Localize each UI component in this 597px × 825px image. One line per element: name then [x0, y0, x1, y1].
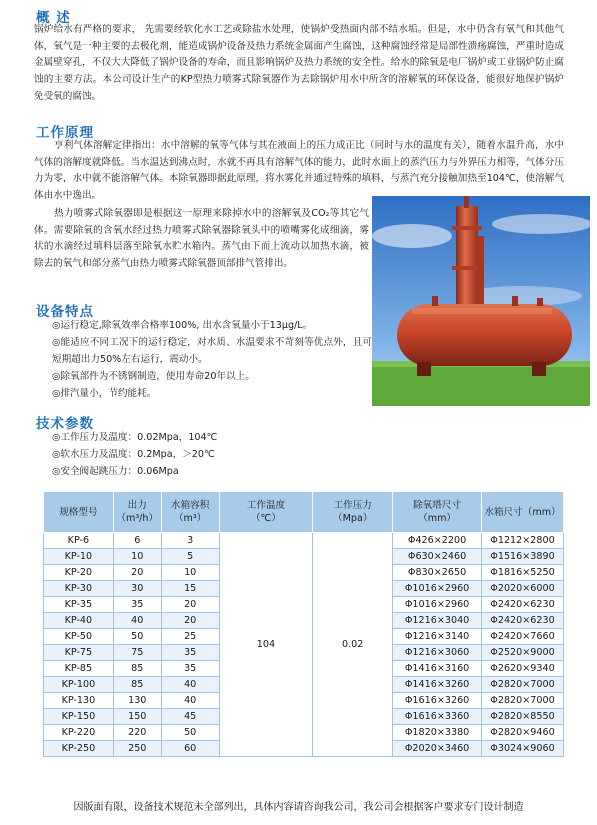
cell-tank-size: Φ1516×3890	[482, 549, 564, 565]
cell-model: KP-150	[44, 709, 114, 725]
cell-model: KP-85	[44, 661, 114, 677]
cell-capacity: 85	[113, 661, 161, 677]
header-model: 规格型号	[44, 492, 114, 533]
cell-tank-size: Φ2420×6230	[482, 613, 564, 629]
feature-item: ◎运行稳定,除氧效率合格率100%, 出水含氧量小于13μg/L。	[52, 320, 313, 331]
cell-model: KP-6	[44, 533, 114, 549]
header-temperature: 工作温度 （℃）	[219, 492, 313, 533]
cell-capacity: 30	[113, 581, 161, 597]
header-tower-size: 除氧塔尺寸 （mm）	[393, 492, 482, 533]
footer-note: 因版面有限，设备技术规范未全部列出，具体内容请咨询我公司，我公司会根据客户要求专门设计制造	[73, 802, 524, 813]
cell-capacity: 85	[113, 677, 161, 693]
cell-tank-volume: 3	[161, 533, 219, 549]
cell-model: KP-50	[44, 629, 114, 645]
cell-model: KP-30	[44, 581, 114, 597]
cell-capacity: 6	[113, 533, 161, 549]
feature-item: ◎除氧部件为不锈钢制造，使用寿命20年以上。	[52, 371, 255, 382]
cell-model: KP-10	[44, 549, 114, 565]
cell-model: KP-100	[44, 677, 114, 693]
header-pressure: 工作压力 （Mpa）	[313, 492, 393, 533]
cell-tank-volume: 20	[161, 613, 219, 629]
cell-tank-size: Φ2820×7000	[482, 693, 564, 709]
cell-capacity: 35	[113, 597, 161, 613]
cell-tank-size: Φ1816×5250	[482, 565, 564, 581]
cell-tower-size: Φ1216×3060	[393, 645, 482, 661]
cell-capacity: 130	[113, 693, 161, 709]
cell-temperature: 104	[219, 533, 313, 757]
principle-heading: 工作原理	[36, 125, 94, 141]
cell-tank-volume: 45	[161, 709, 219, 725]
params-heading: 技术参数	[36, 416, 94, 432]
cell-capacity: 250	[113, 741, 161, 757]
cell-tank-size: Φ2520×9000	[482, 645, 564, 661]
principle-paragraph-1: 亨利气体溶解定律指出：水中溶解的氧等气体与其在液面上的压力成正比（同时与水的温度有关），随着水温升高，水中气体的溶解度就降低。当水温达到沸点时，水就不再具有溶解气体的能力，此时水面上的蒸汽压力与外界压力相等，气体分压力为零，水中就不能溶解气体。本除氧器即据此原理，将水雾化并通过特殊的填料，与蒸汽充分接触加热至104℃，使溶解气体由水中逸出。	[34, 140, 564, 202]
spec-table	[43, 491, 564, 757]
cell-capacity: 40	[113, 613, 161, 629]
feature-item: ◎能适应不同工况下的运行稳定，对水质、水温要求不苛刻等优点外，且可短期超出力50%左右运行，震动小。	[52, 337, 372, 365]
cell-tank-volume: 10	[161, 565, 219, 581]
cell-tank-size: Φ2820×7000	[482, 677, 564, 693]
cell-tower-size: Φ1016×2960	[393, 597, 482, 613]
features-heading: 设备特点	[36, 304, 94, 320]
overview-heading: 概 述	[36, 10, 71, 26]
cell-tower-size: Φ1416×3160	[393, 661, 482, 677]
cell-model: KP-75	[44, 645, 114, 661]
cell-model: KP-35	[44, 597, 114, 613]
cell-tank-size: Φ2820×9460	[482, 725, 564, 741]
cell-model: KP-40	[44, 613, 114, 629]
cell-tank-volume: 60	[161, 741, 219, 757]
cell-tower-size: Φ630×2460	[393, 549, 482, 565]
cell-tower-size: Φ1216×3040	[393, 613, 482, 629]
cell-tank-volume: 50	[161, 725, 219, 741]
cell-capacity: 10	[113, 549, 161, 565]
cell-tower-size: Φ1216×3140	[393, 629, 482, 645]
cell-tower-size: Φ830×2650	[393, 565, 482, 581]
cell-tank-size: Φ2420×7660	[482, 629, 564, 645]
cell-tank-volume: 15	[161, 581, 219, 597]
header-capacity: 出力 （m³/h）	[113, 492, 161, 533]
cell-tower-size: Φ1616×3260	[393, 693, 482, 709]
cell-capacity: 20	[113, 565, 161, 581]
cell-tank-volume: 5	[161, 549, 219, 565]
cell-tower-size: Φ1416×3260	[393, 677, 482, 693]
cell-tank-volume: 40	[161, 693, 219, 709]
cell-tank-volume: 20	[161, 597, 219, 613]
cell-tank-size: Φ3024×9060	[482, 741, 564, 757]
header-tank-size: 水箱尺寸（mm）	[482, 492, 564, 533]
cell-tower-size: Φ2020×3460	[393, 741, 482, 757]
cell-tank-size: Φ2620×9340	[482, 661, 564, 677]
cell-tank-volume: 35	[161, 661, 219, 677]
header-tank-volume: 水箱容积 （m³）	[161, 492, 219, 533]
cell-tank-volume: 35	[161, 645, 219, 661]
cell-tower-size: Φ1016×2960	[393, 581, 482, 597]
cell-tank-volume: 40	[161, 677, 219, 693]
cell-model: KP-20	[44, 565, 114, 581]
feature-item: ◎排汽量小，节约能耗。	[52, 388, 157, 399]
cell-capacity: 150	[113, 709, 161, 725]
cell-capacity: 75	[113, 645, 161, 661]
deaerator-photo	[372, 196, 590, 406]
table-row	[44, 533, 564, 549]
cell-capacity: 50	[113, 629, 161, 645]
deaerator-illustration	[372, 196, 590, 406]
principle-paragraph-2: 热力喷雾式除氧器即是根据这一原理来除掉水中的溶解氧及CO₂等其它气体。需要除氧的含氧水经过热力喷雾式除氧器除氧头中的喷嘴雾化成细滴，雾状的水滴经过填料层落至除氧水贮水箱内。蒸气由下而上流动以加热水滴，被除去的氧气和部分蒸气由热力喷雾式除氧器顶部排气管排出。	[34, 208, 369, 270]
cell-tank-size: Φ2020×6000	[482, 581, 564, 597]
cell-tower-size: Φ1616×3360	[393, 709, 482, 725]
cell-model: KP-130	[44, 693, 114, 709]
cell-model: KP-250	[44, 741, 114, 757]
cell-capacity: 220	[113, 725, 161, 741]
param-item: ◎工作压力及温度：0.02Mpa，104℃	[52, 432, 218, 443]
cell-tank-size: Φ2820×8550	[482, 709, 564, 725]
cell-pressure: 0.02	[313, 533, 393, 757]
cell-tank-size: Φ1212×2800	[482, 533, 564, 549]
cell-tower-size: Φ1820×3380	[393, 725, 482, 741]
cell-model: KP-220	[44, 725, 114, 741]
spec-table-header	[44, 492, 564, 533]
cell-tank-volume: 25	[161, 629, 219, 645]
cell-tank-size: Φ2420×6230	[482, 597, 564, 613]
cell-tower-size: Φ426×2200	[393, 533, 482, 549]
param-item: ◎软水压力及温度：0.2Mpa，＞20℃	[52, 449, 215, 460]
param-item: ◎安全阀起跳压力：0.06Mpa	[52, 466, 179, 477]
overview-paragraph: 锅炉给水有严格的要求， 先需要经软化水工艺或除盐水处理，使锅炉受热面内部不结水垢。但是，水中仍含有氧气和其他气体，氧气是一种主要的去极化剂，能造成锅炉设备及热力系统金属面产生腐蚀，这种腐蚀经常是局部性溃疡腐蚀，严重时造成金属壁穿孔，不仅大大降低了锅炉设备的寿命，而且影响锅炉及热力系统的安全性。给水的除氧是电厂锅炉或工业锅炉防止腐蚀的主要方法。本公司设计生产的KP型热力喷雾式除氧器作为去除锅炉用水中所含的溶解氧的环保设备，能很好地保护锅炉免受氧的腐蚀。	[34, 24, 564, 102]
